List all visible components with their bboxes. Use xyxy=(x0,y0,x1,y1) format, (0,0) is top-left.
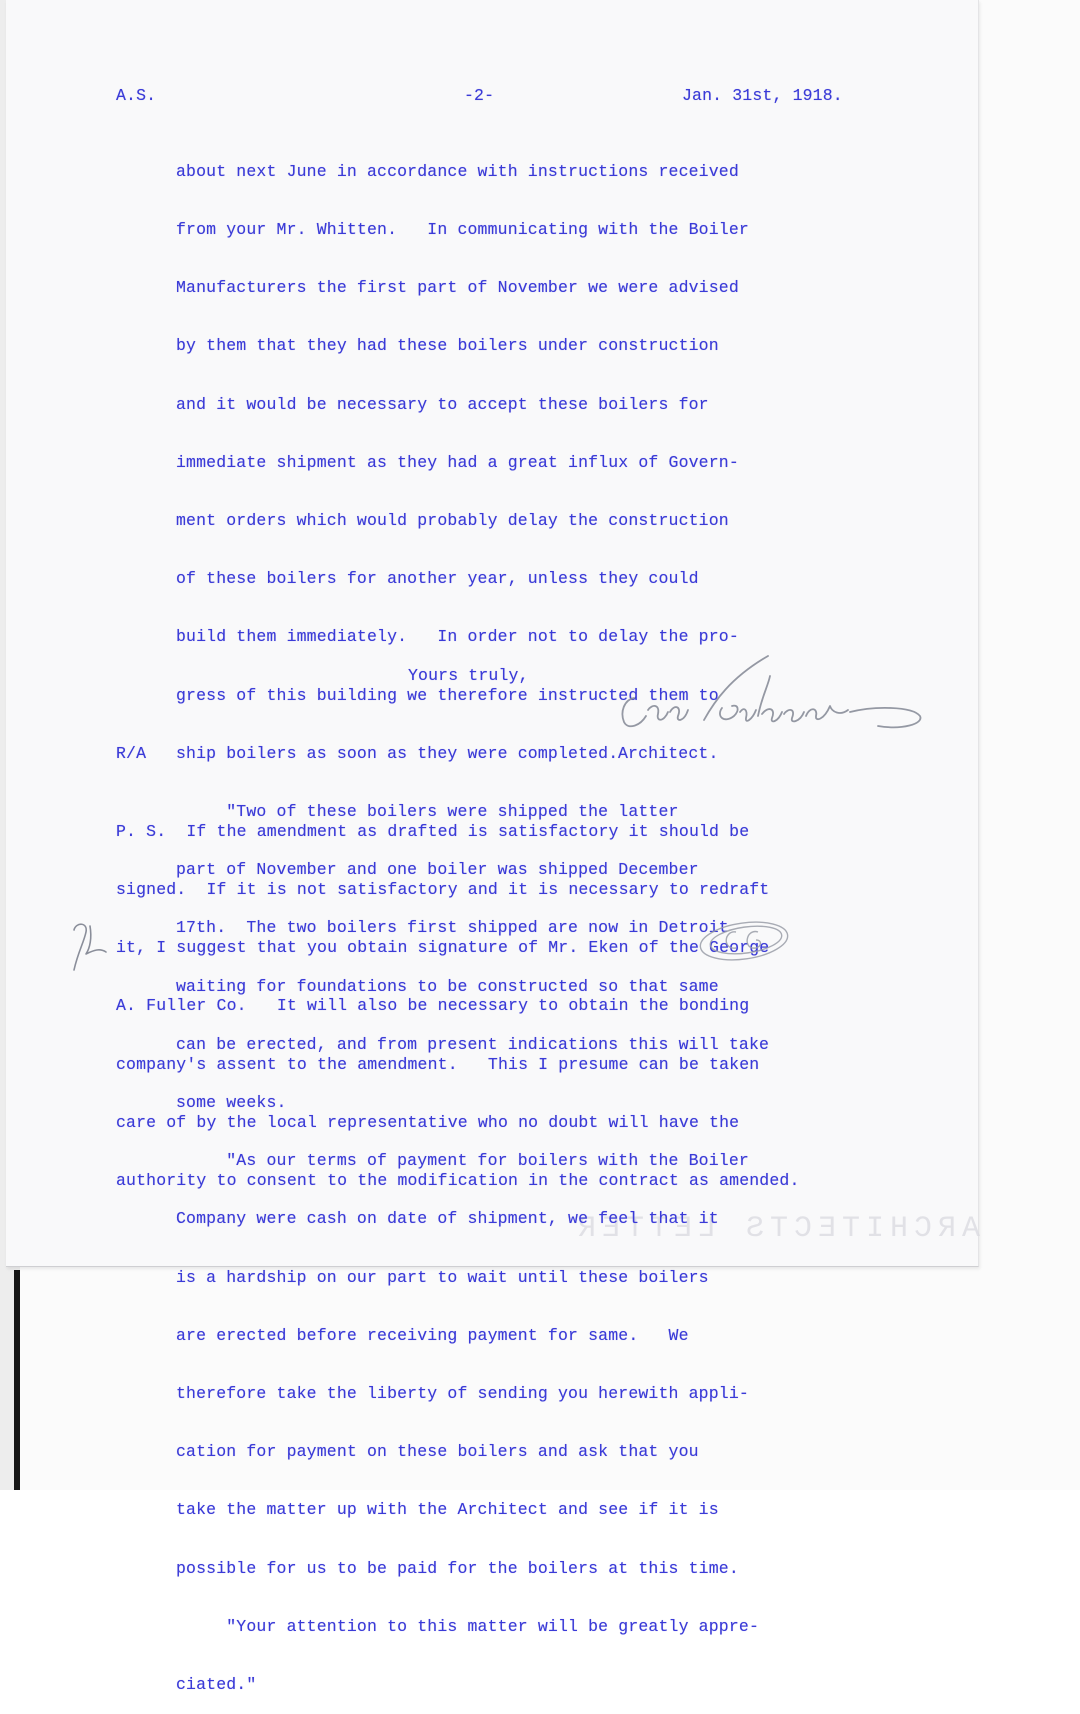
body-line: and it would be necessary to accept these boilers for xyxy=(176,394,709,414)
postscript-line: A. Fuller Co. It will also be necessary to obtain the bonding xyxy=(116,996,750,1016)
handwritten-signature xyxy=(612,650,932,740)
body-line: ment orders which would probably delay the construction xyxy=(176,511,729,531)
postscript-line: care of by the local representative who no doubt will have the xyxy=(116,1112,740,1132)
postscript-line: P. S. If the amendment as drafted is satisfactory it should be xyxy=(116,821,750,841)
body-line: possible for us to be paid for the boilers at this time. xyxy=(176,1558,739,1578)
body-line: can be erected, and from present indications this will take xyxy=(176,1034,770,1054)
body-line: Manufacturers the first part of November we were advised xyxy=(176,278,739,298)
postscript-line: it, I suggest that you obtain signature of Mr. Eken of the George xyxy=(116,938,770,958)
postscript-line: company's assent to the amendment. This I presume can be taken xyxy=(116,1054,760,1074)
body-line: ciated." xyxy=(176,1675,257,1695)
body-line: part of November and one boiler was shipped December xyxy=(176,860,699,880)
body-line: from your Mr. Whitten. In communicating with the Boiler xyxy=(176,220,749,240)
body-line: immediate shipment as they had a great influx of Govern- xyxy=(176,452,739,472)
body-line: gress of this building we therefore instructed them to xyxy=(176,685,719,705)
postscript xyxy=(116,783,800,1210)
closing-salutation: Yours truly, xyxy=(408,666,529,685)
body-line: take the matter up with the Architect and see if it is xyxy=(176,1500,719,1520)
body-line: cation for payment on these boilers and ask that you xyxy=(176,1442,699,1462)
body-line: ship boilers as soon as they were completed. xyxy=(176,743,619,763)
body-line: build them immediately. In order not to delay the pro- xyxy=(176,627,739,647)
body-line: 17th. The two boilers first shipped are now in Detroit xyxy=(176,918,729,938)
signer-title: Architect. xyxy=(618,744,719,763)
body-line: by them that they had these boilers under construction xyxy=(176,336,719,356)
body-line: "Two of these boilers were shipped the latter xyxy=(176,802,679,822)
postscript-line: signed. If it is not satisfactory and it is necessary to redraft xyxy=(116,880,770,900)
body-line: waiting for foundations to be constructed so that same xyxy=(176,976,719,996)
header-page-number: -2- xyxy=(464,86,495,105)
initials-stamp xyxy=(696,916,796,966)
body-line: Company were cash on date of shipment, we feel that it xyxy=(176,1209,719,1229)
body-line: are erected before receiving payment for same. We xyxy=(176,1325,689,1345)
postscript-line: authority to consent to the modification in the contract as amended. xyxy=(116,1171,800,1191)
bleed-through-text: ARCHITECTS LETTER xyxy=(571,1212,980,1246)
body-line: about next June in accordance with instructions received xyxy=(176,161,739,181)
binding-strip xyxy=(14,1270,20,1490)
body-line: therefore take the liberty of sending you herewith appli- xyxy=(176,1384,749,1404)
body-line: "Your attention to this matter will be greatly appre- xyxy=(176,1616,759,1636)
margin-pencil-note xyxy=(66,912,116,976)
body-line: is a hardship on our part to wait until these boilers xyxy=(176,1267,709,1287)
body-line: of these boilers for another year, unless they could xyxy=(176,569,699,589)
body-line: some weeks. xyxy=(176,1093,287,1113)
typist-initials: R/A xyxy=(116,744,147,763)
header-addressee-initials: A.S. xyxy=(116,86,157,105)
header-date: Jan. 31st, 1918. xyxy=(682,86,843,105)
body-line: "As our terms of payment for boilers with the Boiler xyxy=(176,1151,749,1171)
